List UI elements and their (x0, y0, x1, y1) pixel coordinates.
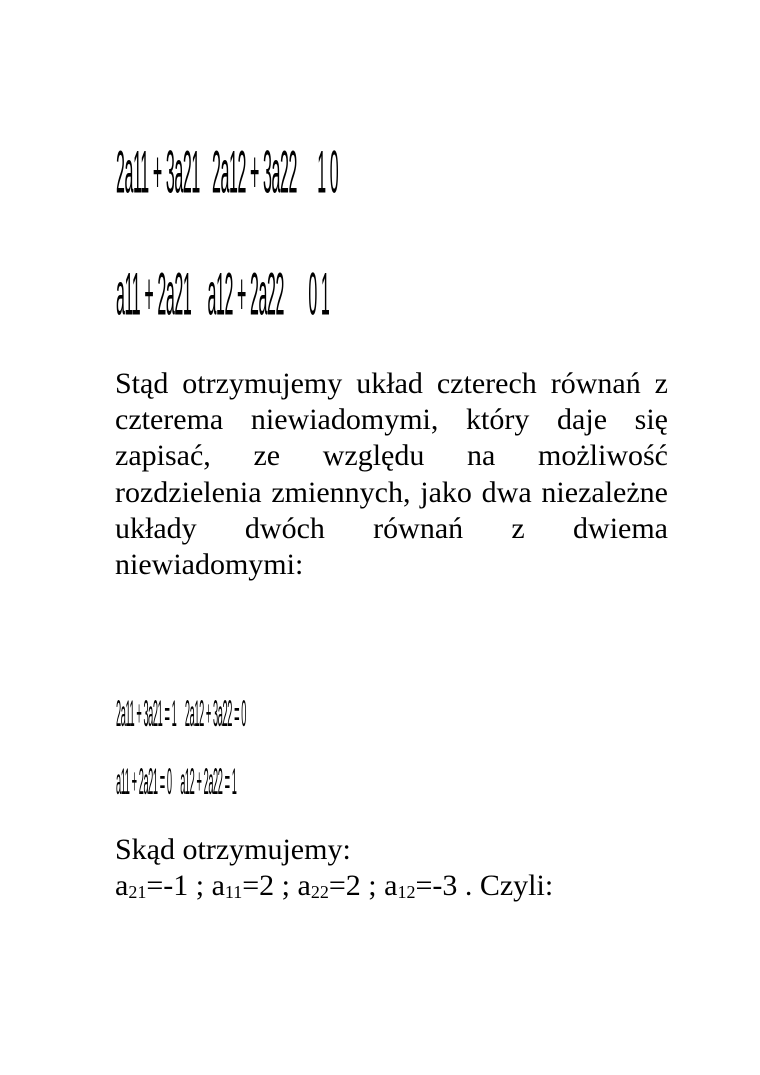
subscript: 22 (310, 882, 329, 902)
system-equation-row-1: 2a11 + 3a21 = 1 2a12 + 3a22 = 0 (116, 692, 246, 735)
results-intro: Skąd otrzymujemy: (115, 833, 351, 866)
results-paragraph (115, 832, 553, 910)
var: a (115, 869, 129, 902)
paragraph-body: Stąd otrzymujemy układ czterech równań z czterema niewiadomymi, który daje się zapisać, ze względu na możliwość rozdzielenia zmiennych, jako dwa niezależne układy dwóch równań z dwiema niewiadomymi: (115, 367, 668, 582)
value: =-3 . Czyli: (415, 869, 554, 902)
subscript: 12 (397, 882, 416, 902)
var: a (384, 869, 398, 902)
value: =-1 ; (146, 869, 212, 902)
matrix-equation-row-2: a11 + 2a21 a12 + 2a22 0 1 (116, 262, 330, 328)
results-values (115, 868, 553, 910)
system-equation-row-2: a11 + 2a21 = 0 a12 + 2a22 = 1 (116, 760, 237, 803)
value: =2 ; (242, 869, 298, 902)
matrix-equation-row-1: 2a11 + 3a21 2a12 + 3a22 1 0 (116, 140, 339, 206)
subscript: 21 (128, 882, 147, 902)
subscript: 11 (224, 882, 243, 902)
value: =2 ; (328, 869, 385, 902)
var: a (211, 869, 225, 902)
var: a (297, 869, 311, 902)
